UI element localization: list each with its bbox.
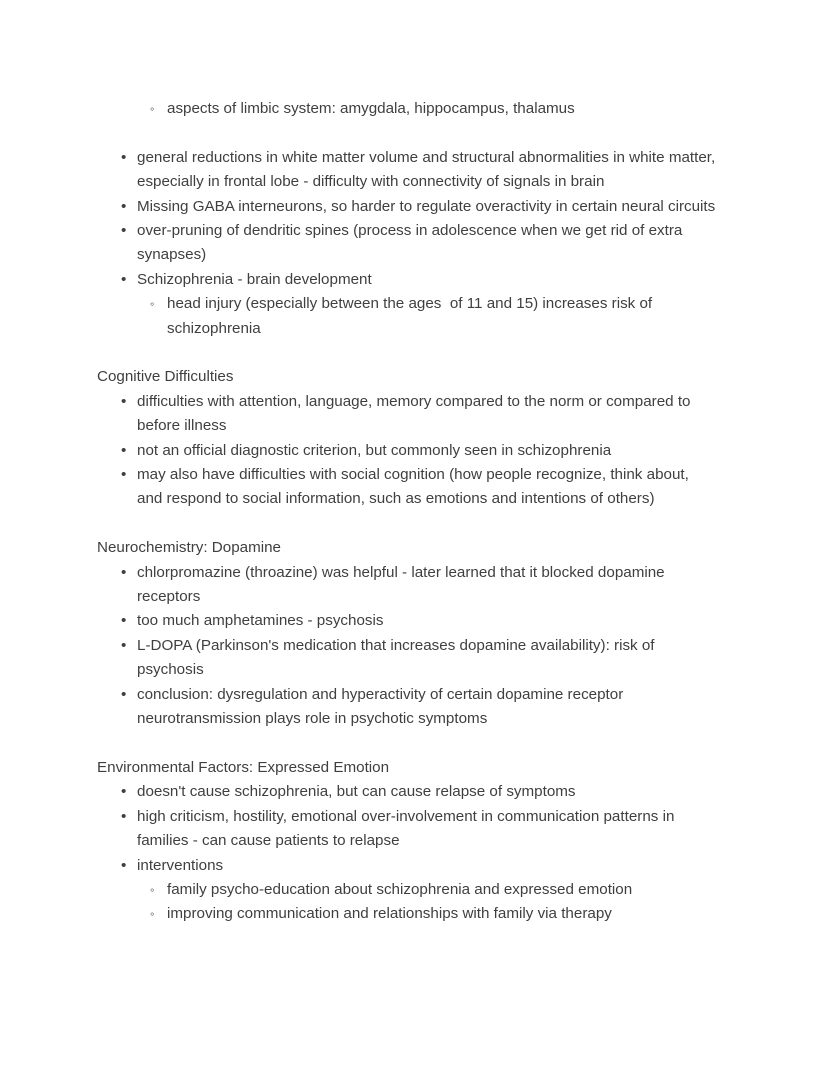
bullet-circle-icon: ◦: [150, 882, 155, 897]
outline-list: [97, 561, 718, 732]
list-item-text: family psycho-education about schizophrenia and expressed emotion: [167, 880, 633, 898]
paragraph-spacer: [97, 341, 718, 365]
bullet-dot-icon: •: [121, 685, 127, 703]
list-item-head-injury[interactable]: [97, 292, 718, 341]
list-item-not-official-criterion[interactable]: [97, 439, 718, 463]
list-item-amphetamines[interactable]: [97, 609, 718, 633]
bullet-dot-icon: •: [121, 197, 127, 215]
bullet-dot-icon: •: [121, 563, 127, 581]
paragraph-spacer: [97, 512, 718, 536]
list-item-family-psycho-education[interactable]: [97, 878, 718, 902]
bullet-dot-icon: •: [121, 636, 127, 654]
list-item-limbic-system[interactable]: [97, 97, 718, 121]
list-item-attention-language-memory[interactable]: [97, 390, 718, 439]
list-item-dopamine-conclusion[interactable]: [97, 683, 718, 732]
bullet-dot-icon: •: [121, 466, 127, 484]
outline-list: [97, 390, 718, 512]
bullet-dot-icon: •: [121, 441, 127, 459]
bullet-circle-icon: ◦: [150, 102, 155, 116]
list-item-text: over-pruning of dendritic spines (process in adolescence when we get rid of extra synapses): [137, 222, 687, 264]
list-item-text: high criticism, hostility, emotional over-involvement in communication patterns in families - can cause patients to relapse: [137, 807, 679, 850]
list-item-relapse-of-symptoms[interactable]: [97, 780, 718, 804]
list-item-brain-development[interactable]: [97, 268, 718, 292]
bullet-dot-icon: •: [121, 222, 127, 240]
list-item-text: head injury (especially between the ages of 11 and 15) increases risk of schizophrenia: [167, 295, 657, 337]
list-item-social-cognition[interactable]: [97, 463, 718, 512]
list-item-chlorpromazine[interactable]: [97, 561, 718, 610]
list-item-text: doesn't cause schizophrenia, but can cause relapse of symptoms: [137, 783, 576, 801]
outline-list: [97, 97, 718, 121]
list-item-gaba-interneurons[interactable]: [97, 195, 718, 219]
bullet-dot-icon: •: [121, 392, 127, 410]
list-item-over-pruning[interactable]: [97, 219, 718, 268]
bullet-circle-icon: ◦: [150, 907, 155, 922]
list-item-text: L-DOPA (Parkinson's medication that increases dopamine availability): risk of psychosis: [137, 636, 659, 679]
list-item-text: Schizophrenia - brain development: [137, 270, 372, 288]
bullet-dot-icon: •: [121, 807, 127, 825]
list-item-interventions[interactable]: [97, 854, 718, 878]
bullet-dot-icon: •: [121, 783, 127, 801]
bullet-dot-icon: •: [121, 148, 127, 166]
outline-list: [97, 146, 718, 341]
list-item-improving-communication[interactable]: [97, 902, 718, 926]
bullet-circle-icon: ◦: [150, 297, 155, 312]
list-item-text: conclusion: dysregulation and hyperactivity of certain dopamine receptor neurotransmission plays role in psychotic symptoms: [137, 685, 628, 728]
list-item-text: not an official diagnostic criterion, but commonly seen in schizophrenia: [137, 441, 612, 459]
outline-list: [97, 780, 718, 926]
list-item-text: interventions: [137, 856, 224, 874]
list-item-text: general reductions in white matter volume and structural abnormalities in white matter, especially in frontal lobe - difficulty with connectivity of signals in brain: [137, 148, 720, 191]
list-item-white-matter[interactable]: [97, 146, 718, 195]
list-item-text: difficulties with attention, language, memory compared to the norm or compared to before illness: [137, 392, 695, 435]
bullet-dot-icon: •: [121, 270, 127, 288]
section-heading-cognitive-difficulties-heading: Cognitive Difficulties: [97, 368, 234, 386]
bullet-dot-icon: •: [121, 612, 127, 630]
notes-content: [97, 97, 718, 927]
list-item-text: too much amphetamines - psychosis: [137, 612, 384, 630]
list-item-high-criticism[interactable]: [97, 805, 718, 854]
list-item-text: improving communication and relationships with family via therapy: [167, 905, 612, 923]
list-item-text: aspects of limbic system: amygdala, hippocampus, thalamus: [167, 100, 575, 117]
bullet-dot-icon: •: [121, 856, 127, 874]
section-heading-environmental-factors-heading: Environmental Factors: Expressed Emotion: [97, 758, 390, 776]
section-heading-neurochemistry-heading: Neurochemistry: Dopamine: [97, 539, 282, 557]
paragraph-spacer: [97, 732, 718, 756]
list-item-text: Missing GABA interneurons, so harder to regulate overactivity in certain neural circuits: [137, 197, 716, 215]
list-item-text: chlorpromazine (throazine) was helpful - later learned that it blocked dopamine receptors: [137, 563, 669, 606]
list-item-l-dopa[interactable]: [97, 634, 718, 683]
list-item-text: may also have difficulties with social cognition (how people recognize, think about, and respond to social information, such as emotions and intentions of others): [137, 466, 694, 508]
paragraph-spacer: [97, 121, 718, 145]
